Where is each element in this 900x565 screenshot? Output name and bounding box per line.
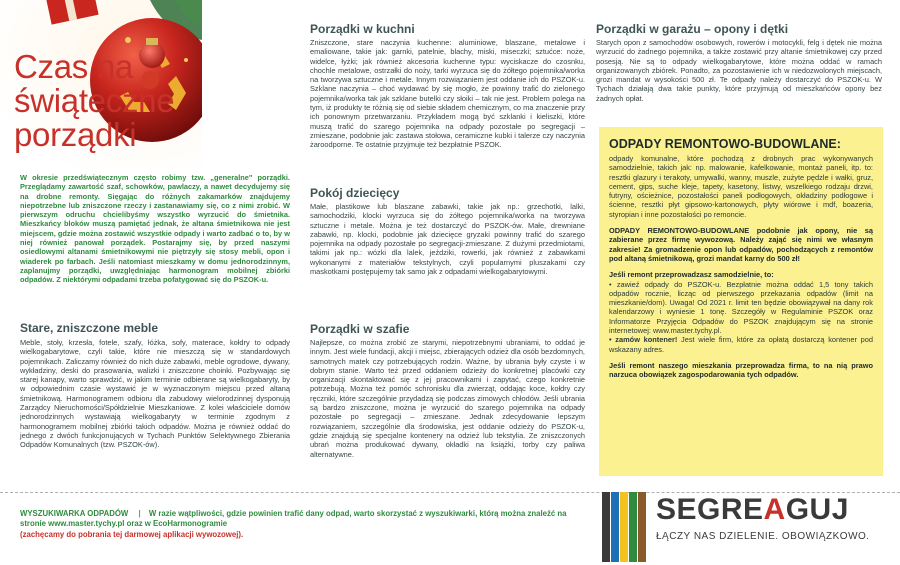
remont-bullet-kontener-strong: • zamów kontener! [609,335,678,345]
meble-heading: Stare, zniszczone meble [20,321,159,335]
logo-tagline: ŁĄCZY NAS DZIELENIE. OBOWIĄZKOWO. [656,531,870,542]
search-info [20,509,590,540]
search-separator: | [138,509,141,518]
remont-bullet-kontener-text: Jest wiele firm, które za opłatą dostarczą kontener pod wskazany adres. [609,335,873,354]
logo-post: GUJ [785,493,849,526]
search-label: WYSZUKIWARKA ODPADÓW [20,509,129,518]
szafie-text: Najlepsze, co można zrobić ze starymi, niepotrzebnymi ubraniami, to oddać je innym. Jest wiele fundacji, akcji i miejsc, zbierających odzież dla osób bezdomnych, samotnych matek czy potrzebujących rodzin. Ważne, by ubrania były czyste i w dobrym stanie. Warto też przed oddaniem odzieży do konkretnej placówki czy organizacji skontaktować się z jej pracownikami i zapytać, czego konkretnie potrzebują. Można też pomóc schronisku dla zwierząt, oddając koce, kołdry czy ręczniki, które szczególnie przydadzą się podczas zimowych chłodów. Jeśli ubrania są bardzo zniszczone, można je wyrzucić do szarego pojemnika na odpady pozostałe po segregacji – zmieszane. Jednak zdecydowanie lepszym rozwiązaniem, szczególnie dla środowiska, jest oddanie odzieży do PSZOK-u, gdzie znajdują się specjalne kontenery na odzież lub tekstylia. Ze zniszczonych ubrań można produkować dywany, okładki na książki, torby czy paliwa alternatywne. [310,338,585,459]
title-line-3: porządki [14,116,137,153]
search-text: W razie wątpliwości, gdzie powinien trafić dany odpad, warto skorzystać z wyszukiwarki, którą można znaleźć na stronie www.master.tychy.pl oraz w EcoHarmonogramie [20,509,567,529]
title-line-1: Czas na [14,48,133,85]
logo-wordmark [656,493,849,527]
logo-pre: SEGRE [656,493,764,526]
remont-bullet-pszok: • zawieź odpady do PSZOK-u. Bezpłatnie można oddać 1,5 tony takich odpadów rocznie, licząc od pierwszego przekazania odpadów (limit na mieszkanie/dom). Uwaga! Od 2021 r. limit ten będzie obowiązywał na dany rok kalendarzowy i wyniesie 1 tonę. Szczegóły w Regulaminie PSZOK oraz Informatorze Przyjęcia Odpadów do PSZOK znajdującym się na stronie internetowej: www.master.tychy.pl. [609,279,873,336]
page-title [14,50,194,152]
garaz-text: Starych opon z samochodów osobowych, rowerów i motocykli, felg i dętek nie można wyrzucić do żadnego pojemnika, a także zostawić przy altanie śmietnikowej czy przed posesją. Nie są to odpady wielkogabarytowe, które można oddać w ramach organizowanych zbiórek. Ponadto, za pozostawienie ich w niedozwolonych miejscach, grozi mandat w wysokości 500 zł. Te odpady należy dostarczyć do PSZOK-u. W Tychach działają dwa takie punkty, które przyjmują od mieszkańców opony bez żadnych opłat. [596,38,882,103]
remont-description: odpady komunalne, które pochodzą z drobnych prac wykonywanych samodzielnie, takich jak: np. malowanie, kafelkowanie, montaż paneli, itp. to: resztki glazury i terakoty, umywalki, wanny, muszle, zużyte pędzle i wałki, gruz, cement, gips, suche kleje, tapety, kasetony, listwy, wszelkiego rodzaju drzwi, futryny, ościeżnice, pozostałości paneli podłogowych, okładziny podłogowe i ścienne, resztki płyt gipsowo-kartonowych, płyty wiórowe i mdf, boazeria, styropian i inne pozostałości po remoncie. [609,154,873,219]
remont-self-heading: Jeśli remont przeprowadzasz samodzielnie, to: [609,270,774,280]
search-note: (zachęcamy do pobrania tej darmowej aplikacji wywozowej). [20,529,244,539]
remont-bullet-kontener [609,335,873,354]
intro-paragraph: W okresie przedświątecznym często robimy tzw. „generalne" porządki. Przeglądamy zawartość szaf, schowków, pawlaczy, a nawet decydujemy się na drobne remonty. Sięgając do różnych zakamarków znajdujemy niepotrzebne lub zniszczone rzeczy i zastanawiamy się, co z nimi zrobić. W pierwszym odruchu chcielibyśmy wszystko wyrzucić do śmietnika. Mieszkańcy bloków muszą pamiętać jednak, że altana śmietnikowa nie jest miejscem, gdzie można zostawić wszystkie odpady i warto zadbać o to, by w niej również panował porządek. Postarajmy się, by przed naszymi osiedlowymi altanami śmietnikowymi nie piętrzyły się stosy mebli, opon i wiaderek po farbach. Jeśli natomiast mieszkamy w domu jednorodzinnym, zaplanujmy porządki, uwzględniając harmonogram mobilnej zbiórki odpadów. Z niektórymi odpadami trzeba pofatygować się do PSZOK-u. [20,173,290,285]
pokoj-heading: Pokój dziecięcy [310,186,400,200]
kuchnia-text: Zniszczone, stare naczynia kuchenne: aluminiowe, blaszane, metalowe i emaliowane, takie jak: garnki, patelnie, blachy, miski, miseczki; sztućce: noże, widelce, łyżki; jak również akcesoria kuchenne typu: wyciskacze do czosnku, chochle metalowe, ostrzałki do noży, tarki wyrzuca się do żółtego pojemnika/worka na tworzywa sztuczne i metale. Innym rozwiązaniem jest oddanie ich do PSZOK-u. Szklane naczynia – choć wydawać by się mogło, że powinny trafić do zielonego pojemnika/worka tak jak szklane butelki czy słoiki – tak nie jest. Problem polega na tym, iż produkty te różnią się od siebie składem chemicznym, co ma znaczenie przy ich ponownym przetwarzaniu. Przykładem mogą być szklanki i kieliszki, które muszą trafić do szarego pojemnika na odpady pozostałe po segregacji – zmieszane, podobnie jak: zastawa stołowa, ceramiczne kubki i talerze czy naczynia żaroodporne. Te ostatnie przyjmuje też bezpłatnie PSZOK. [310,38,585,150]
remont-heading: ODPADY REMONTOWO-BUDOWLANE: [609,137,841,151]
remont-warning: ODPADY REMONTOWO-BUDOWLANE podobnie jak opony, nie są zabierane przez firmę wywozową. Należy zająć się nimi we własnym zakresie! Za gromadzenie opon lub odpadów, pochodzących z remontów pod altaną śmietnikową, grozi mandat karny do 500 zł! [609,226,873,263]
szafie-heading: Porządki w szafie [310,322,410,336]
logo-mid: A [763,493,786,526]
meble-text: Meble, stoły, krzesła, fotele, szafy, łóżka, sofy, materace, kołdry to odpady wielkogabarytowe, czyli takie, które nie mieszczą się w standardowych pojemnikach. Zaliczamy również do nich duże zabawki, meble ogrodowe, dywany, wykładziny, deski do prasowania, walizki i zniszczone choinki. Pozbywając się starej kanapy, warto sprawdzić, w jakim terminie odbierane są wielkogabaryty, by w odpowiednim czasie wystawić je w wyznaczonym miejscu przed altaną śmietnikową. Harmonogramem odbioru dla zabudowy wielorodzinnej dysponują Zarządcy Nieruchomości/Spółdzielnie Mieszkaniowe. Z kolei właściciele domów jednorodzinnych wystawiają wielkogabaryty w terminie zgodnym z harmonogramem mobilnej zbiórki takich odpadów. Można je również oddać do jednego z dwóch funkcjonujących w Tychach Punktów Selektywnego Zbierania Odpadów Komunalnych (tzw. PSZOK-ów). [20,338,290,450]
pokoj-text: Małe, plastikowe lub blaszane zabawki, takie jak np.: grzechotki, lalki, samochodziki, klocki wyrzuca się do żółtego pojemnika/worka na tworzywa sztuczne i metale. Można je też dostarczyć do PSZOK-ów. Małe, drewniane zabawki, np. klocki, podobnie jak dziecięce gryzaki powinny trafić do szarego pojemnika na odpady pozostałe po segregacji-zmieszane. Z dużymi przedmiotami, takimi jak np.: wózki dla lalek, jeździki, rowerki, jak również z zabawkami wykonanymi z materiałów tekstylnych, czyli popularnymi pluszakami czy maskotkami postępujemy tak samo jak z odpadami wielkogabarytowymi. [310,202,585,277]
garaz-heading: Porządki w garażu – opony i dętki [596,22,789,36]
kuchnia-heading: Porządki w kuchni [310,22,415,36]
remont-box [599,127,883,476]
remont-firm-note: Jeśli remont naszego mieszkania przeprowadza firma, to na nią prawo narzuca obowiązek zagospodarowania tych odpadów. [609,360,873,380]
title-line-2: świąteczne [14,82,175,119]
logo-bars-icon [602,492,648,562]
